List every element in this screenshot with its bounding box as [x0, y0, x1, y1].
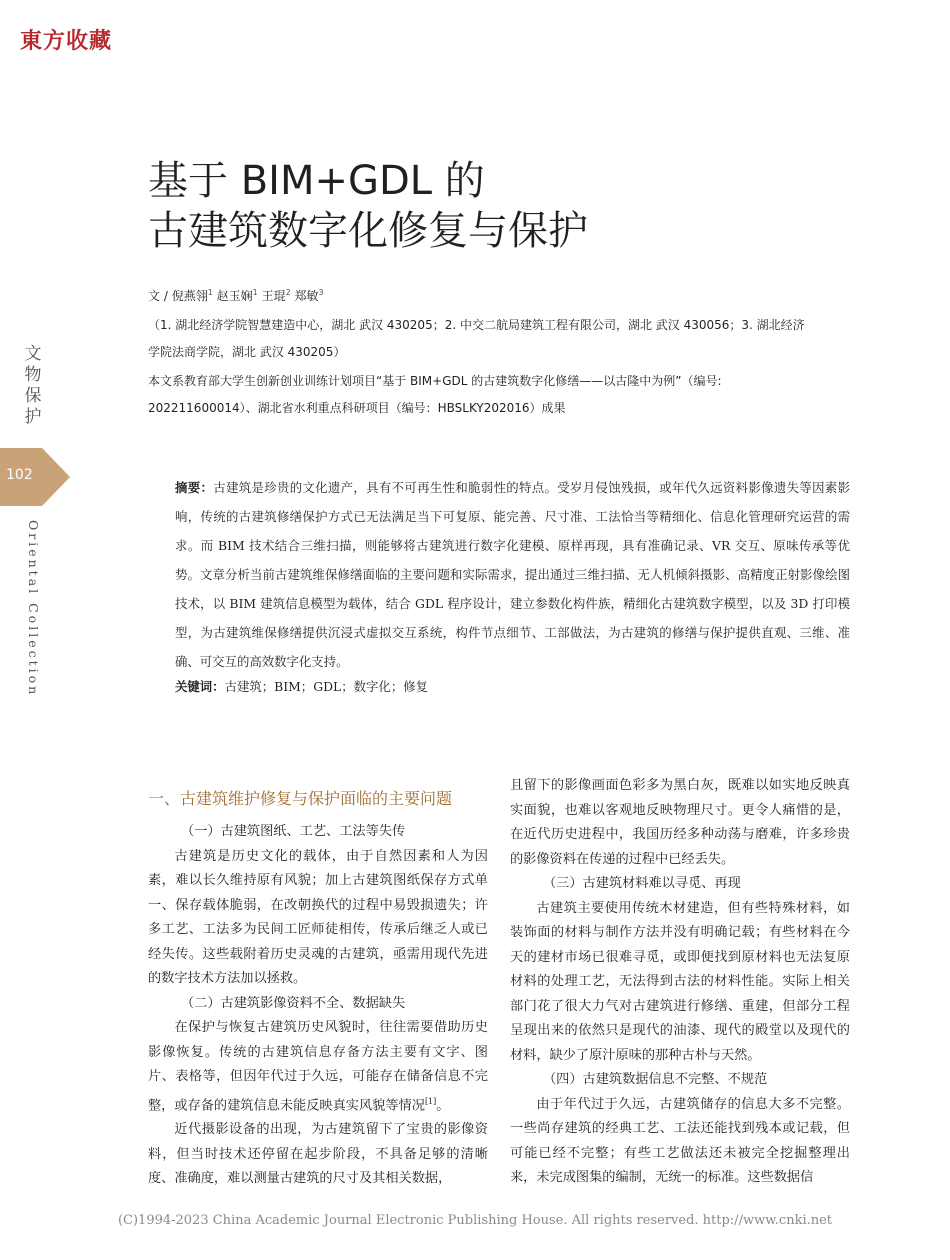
author-affil-mark: 2	[285, 288, 291, 297]
paragraph-text: 在保护与恢复古建筑历史风貌时，往往需要借助历史影像恢复。传统的古建筑信息存备方法主要有文字、图片、表格等，但因年代过于久远，可能存在储备信息不完整，或存备的建筑信息未能反映真实风貌等情况	[148, 1020, 488, 1113]
subsection-heading: （三）古建筑材料难以寻觅、再现	[543, 876, 741, 891]
funding-line: 202211600014）、湖北省水利重点科研项目（编号：HBSLKY202016）成果	[148, 401, 566, 415]
abstract-text: 古建筑是珍贵的文化遗产，具有不可再生性和脆弱性的特点。受岁月侵蚀残损，或年代久远资料影像遗失等因素影响，传统的古建筑修缮保护方式已无法满足当下可复原、能完善、尺寸准、工法恰当等精细化、信息化管理研究运营的需求。而 BIM 技术结合三维扫描，则能够将古建筑进行数字化建模、原样再现，具有准确记录、VR 交互、原味传承等优势。文章分析当前古建筑维保修缮面临的主要问题和实际需求，提出通过三维扫描、无人机倾斜摄影、高精度正射影像绘图技术，以 BIM 建筑信息模型为载体，结合 GDL 程序设计，建立参数化构件族，精细化古建筑数字模型，以及 3D 打印模型，为古建筑维保修缮提供沉浸式虚拟交互系统，构件节点细节、工部做法，为古建筑的修缮与保护提供直观、三维、准确、可交互的高效数字化支持。	[175, 480, 851, 669]
author-name: 郑敏	[294, 289, 319, 303]
author-affil-mark: 3	[318, 288, 324, 297]
affiliations	[148, 312, 853, 366]
author-name: 王琨	[261, 289, 286, 303]
paragraph: 由于年代过于久远，古建筑储存的信息大多不完整。一些尚存建筑的经典工艺、工法还能找到残本或记载，但可能已经不完整；有些工艺做法还未被完全挖掘整理出来，未完成图集的编制，无统一的标准。这些数据信	[510, 1096, 850, 1185]
funding-note	[148, 368, 853, 422]
journal-name-vertical	[8, 520, 53, 698]
citation-ref: [1]	[424, 1096, 437, 1106]
page-number: 102	[6, 467, 33, 483]
copyright-footer: (C)1994-2023 China Academic Journal Electronic Publishing House. All rights reserved. http://www.cnki.net	[117, 1213, 833, 1228]
title-line-1: 基于 BIM+GDL 的	[148, 158, 485, 204]
body-column-left	[148, 820, 488, 1192]
section-heading: 一、古建筑维护修复与保护面临的主要问题	[148, 789, 453, 808]
paragraph: 且留下的影像画面色彩多为黑白灰，既难以如实地反映真实面貌，也难以客观地反映物理尺寸。更令人痛惜的是，在近代历史进程中，我国历经多种动荡与磨难，许多珍贵的影像资料在传递的过程中已经丢失。	[510, 778, 850, 867]
page-number-tab	[0, 448, 70, 506]
title-line-2: 古建筑数字化修复与保护	[148, 208, 588, 254]
paragraph: 近代摄影设备的出现，为古建筑留下了宝贵的影像资料，但当时技术还停留在起步阶段，不具备足够的清晰度、准确度，难以测量古建筑的尺寸及其相关数据，	[148, 1122, 488, 1187]
keywords-label: 关键词：	[175, 679, 225, 694]
abstract	[175, 473, 850, 676]
affiliation-line: （1. 湖北经济学院智慧建造中心，湖北 武汉 430205；2. 中交二航局建筑工程有限公司，湖北 武汉 430056；3. 湖北经济	[148, 318, 805, 332]
affiliation-line: 学院法商学院，湖北 武汉 430205）	[148, 345, 346, 359]
keywords-text: 古建筑；BIM；GDL；数字化；修复	[224, 679, 428, 694]
article-title	[148, 156, 588, 256]
author-affil-mark: 1	[252, 288, 258, 297]
keywords	[175, 677, 428, 695]
paragraph-end: 。	[436, 1097, 450, 1113]
author-line	[148, 287, 324, 304]
page-tab-arrow	[42, 448, 70, 506]
paragraph: 古建筑是历史文化的载体，由于自然因素和人为因素，难以长久维持原有风貌；加上古建筑图纸保存方式单一、保存载体脆弱，在改朝换代的过程中易毁损遗失；许多工艺、工法多为民间工匠师徒相传，传承后继乏人或已经失传。这些载附着历史灵魂的古建筑，亟需用现代先进的数字技术方法加以拯救。	[148, 848, 488, 986]
body-column-right	[510, 774, 850, 1191]
author-name: 赵玉娴	[216, 289, 253, 303]
funding-line: 本文系教育部大学生创新创业训练计划项目“基于 BIM+GDL 的古建筑数字化修缮——以古隆中为例”（编号:	[148, 374, 722, 388]
author-name: 倪燕翎	[171, 289, 208, 303]
paragraph: 古建筑主要使用传统木材建造，但有些特殊材料，如装饰面的材料与制作方法并没有明确记载；有些材料在今天的建材市场已很难寻觅，或即便找到原材料也无法复原材料的处理工艺，无法得到古法的材料性能。实际上相关部门花了很大力气对古建筑进行修缮、重建，但部分工程呈现出来的依然只是现代的油漆、现代的殿堂以及现代的材料，缺少了原汁原味的那种古朴与天然。	[510, 900, 850, 1063]
author-prefix: 文 /	[148, 289, 172, 303]
subsection-heading: （二）古建筑影像资料不全、数据缺失	[181, 995, 406, 1011]
abstract-label: 摘要：	[175, 480, 214, 495]
journal-logo: 東方收藏	[20, 28, 113, 54]
author-affil-mark: 1	[207, 288, 213, 297]
paragraph	[148, 1016, 488, 1118]
section-label-vertical: 文物保护	[24, 344, 42, 427]
subsection-heading: （一）古建筑图纸、工艺、工法等失传	[181, 824, 406, 839]
subsection-heading: （四）古建筑数据信息不完整、不规范	[543, 1072, 768, 1087]
journal-name-en: Oriental Collection	[26, 520, 41, 698]
